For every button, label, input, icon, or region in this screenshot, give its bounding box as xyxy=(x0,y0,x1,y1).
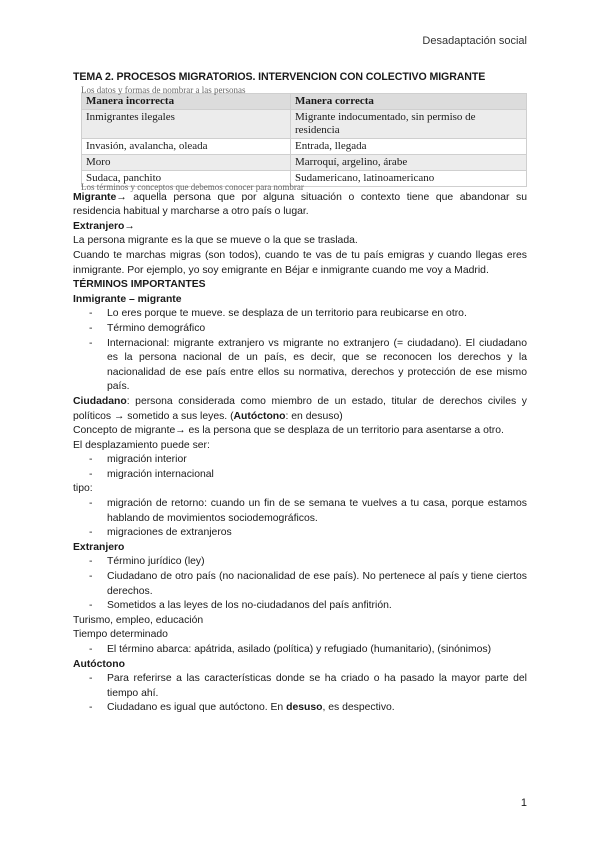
desuso-term: desuso xyxy=(286,702,323,714)
table-cell: Marroquí, argelino, árabe xyxy=(291,154,527,170)
tipo-list xyxy=(73,497,527,541)
desplazamiento-list xyxy=(73,453,527,482)
ciudadano-term: Ciudadano xyxy=(73,395,127,407)
table-row xyxy=(82,138,527,154)
list-item: - Lo eres porque te mueve. se desplaza de un territorio para reubicarse en otro. xyxy=(73,307,527,322)
autoctono-item2-pre: Ciudadano es igual que autóctono. En xyxy=(107,702,287,714)
autoctono-inline: Autóctono xyxy=(233,410,286,422)
extranjero-list xyxy=(73,555,527,613)
inmigrante-heading: Inmigrante – migrante xyxy=(73,293,182,305)
paragraph: tipo: xyxy=(73,483,93,495)
list-item: - migración internacional xyxy=(73,468,527,483)
list-item: - Término jurídico (ley) xyxy=(73,555,527,570)
clipped-caption-top xyxy=(81,84,527,95)
ciudadano-definition xyxy=(73,395,527,424)
table-header-cell: Manera incorrecta xyxy=(82,93,291,109)
paragraph: Tiempo determinado xyxy=(73,629,168,641)
paragraph: Cuando te marchas migras (son todos), cuando te vas de tu país emigras y cuando llegas eres inmigrante. Por ejemplo, yo soy emigrante en Béjar e inmigrante cuando me voy a Madrid. xyxy=(73,249,527,276)
table-cell: Sudamericano, latinoamericano xyxy=(291,170,527,186)
tiempo-list xyxy=(73,643,527,658)
clipped-caption-bottom xyxy=(81,181,527,192)
ciudadano-def-text: : persona considerada como miembro de un estado, titular de derechos civiles y políticos → sometido a sus leyes. ( xyxy=(73,395,527,422)
table-cell: Migrante indocumentado, sin permiso de residencia xyxy=(291,109,527,138)
page-content xyxy=(73,70,527,716)
running-header: Desadaptación social xyxy=(422,35,527,47)
terminos-heading: TÉRMINOS IMPORTANTES xyxy=(73,279,206,291)
table-cell: Inmigrantes ilegales xyxy=(82,109,291,138)
list-item: - migraciones de extranjeros xyxy=(73,526,527,541)
table-header-cell: Manera correcta xyxy=(291,93,527,109)
list-item: - Para referirse a las características donde se ha criado o ha pasado la mayor parte del tiempo ahí. xyxy=(73,672,527,701)
list-item: - Internacional: migrante extranjero vs migrante no extranjero (= ciudadano). El ciudadano es la persona nacional de un país, es decir, que se reconocen los derechos y la nacionalidad de ese país entre ellos su normativa, derechos y protección de ese mismo país. xyxy=(73,337,527,395)
clipped-caption-top-text: Los datos y formas de nombrar a las personas xyxy=(81,84,246,95)
table-cell: Sudaca, panchito xyxy=(82,170,291,186)
autoctono-item2-post: , es despectivo. xyxy=(322,702,395,714)
table-cell: Invasión, avalancha, oleada xyxy=(82,138,291,154)
inmigrante-list xyxy=(73,307,527,395)
list-item: - migración de retorno: cuando un fin de se semana te vuelves a tu casa, porque estamos hablando de movimientos sociodemográficos. xyxy=(73,497,527,526)
table-cell: Moro xyxy=(82,154,291,170)
subheading xyxy=(73,658,527,673)
migrante-term: Migrante xyxy=(73,191,117,203)
list-item: - Término demográfico xyxy=(73,322,527,337)
table-row xyxy=(82,154,527,170)
subheading xyxy=(73,293,527,308)
list-item xyxy=(73,701,527,716)
table-cell: Entrada, llegada xyxy=(291,138,527,154)
subheading xyxy=(73,541,527,556)
migrante-definition xyxy=(73,191,527,220)
autoctono-list xyxy=(73,672,527,716)
clipped-caption-bottom-text: Los términos y conceptos que debemos conocer para nombrar xyxy=(81,181,304,192)
paragraph: Turismo, empleo, educación xyxy=(73,614,204,626)
page-title: TEMA 2. PROCESOS MIGRATORIOS. INTERVENCION CON COLECTIVO MIGRANTE xyxy=(73,71,486,83)
migrante-def-text: → aquella persona que por alguna situación o contexto tiene que abandonar su residencia habitual y marcharse a otro país o lugar. xyxy=(73,191,527,218)
table-row xyxy=(82,109,527,138)
list-item: - El término abarca: apátrida, asilado (política) y refugiado (humanitario), (sinónimos) xyxy=(73,643,527,658)
ciudadano-tail: : en desuso) xyxy=(285,410,343,422)
list-item: - Sometidos a las leyes de los no-ciudadanos del país anfitrión. xyxy=(73,599,527,614)
autoctono-heading: Autóctono xyxy=(73,658,125,670)
section-heading xyxy=(73,278,527,293)
terminology-table xyxy=(81,93,527,187)
paragraph: La persona migrante es la que se mueve o la que se traslada. xyxy=(73,235,358,247)
list-item: - migración interior xyxy=(73,453,527,468)
list-item: - Ciudadano de otro país (no nacionalidad de ese país). No pertenece al país y tiene ciertos derechos. xyxy=(73,570,527,599)
extranjero-heading-2: Extranjero xyxy=(73,541,125,553)
paragraph: Concepto de migrante→ es la persona que se desplaza de un territorio para asentarse a otro. xyxy=(73,425,504,437)
extranjero-heading-1 xyxy=(73,220,527,235)
paragraph: El desplazamiento puede ser: xyxy=(73,439,210,451)
extranjero-heading-1-text: Extranjero→ xyxy=(73,220,135,232)
page-number: 1 xyxy=(520,797,527,809)
